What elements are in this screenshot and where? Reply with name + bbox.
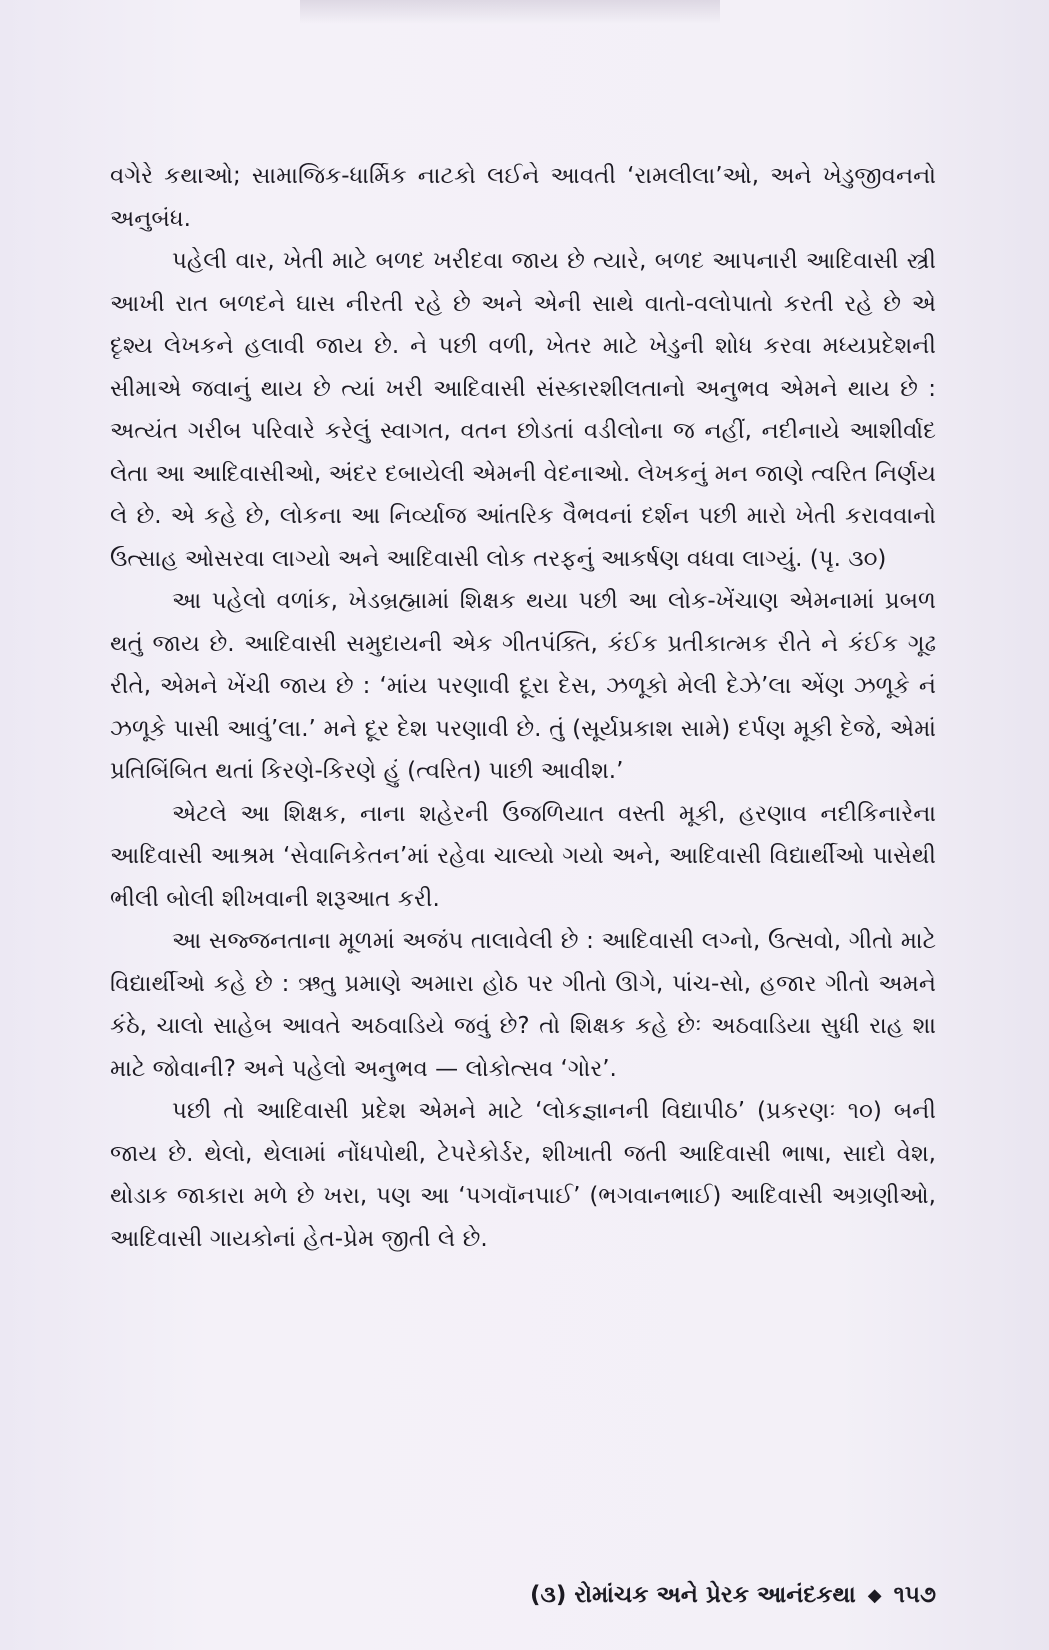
paragraph: એટલે આ શિક્ષક, નાના શહેરની ઉજળિયાત વસ્તી મૂકી, હરણાવ નદીકિનારેના આદિવાસી આશ્રમ ‘સેવાનિકેતન’માં રહેવા ચાલ્યો ગયો અને, આદિવાસી વિદ્યાર્થીઓ પાસેથી ભીલી બોલી શીખવાની શરૂઆત કરી. (110, 800, 936, 912)
paragraph: આ સજ્જનતાના મૂળમાં અજંપ તાલાવેલી છે : આદિવાસી લગ્નો, ઉત્સવો, ગીતો માટે વિદ્યાર્થીઓ કહે છે : ઋતુ પ્રમાણે અમારા હોઠ પર ગીતો ઊગે, પાંચ-સો, હજાર ગીતો અમને કંઠે, ચાલો સાહેબ આવતે અઠવાડિયે જવું છે? તો શિક્ષક કહે છેઃ અઠવાડિયા સુધી રાહ શા માટે જોવાની? અને પહેલો અનુભવ — લોકોત્સવ ‘ગોર’. (110, 928, 936, 1082)
page-body (110, 155, 936, 1260)
paragraph: પહેલી વાર, ખેતી માટે બળદ ખરીદવા જાય છે ત્યારે, બળદ આપનારી આદિવાસી સ્ત્રી આખી રાત બળદને ઘાસ નીરતી રહે છે અને એની સાથે વાતો-વલોપાતો કરતી રહે છે એ દૃશ્ય લેખકને હલાવી જાય છે. ને પછી વળી, ખેતર માટે ખેડુની શોધ કરવા મધ્યપ્રદેશની સીમાએ જવાનું થાય છે ત્યાં ખરી આદિવાસી સંસ્કારશીલતાનો અનુભવ એમને થાય છે : અત્યંત ગરીબ પરિવારે કરેલું સ્વાગત, વતન છોડતાં વડીલોના જ નહીં, નદીનાયે આશીર્વાદ લેતા આ આદિવાસીઓ, અંદર દબાયેલી એમની વેદનાઓ. લેખકનું મન જાણે ત્વરિત નિર્ણય લે છે. એ કહે છે, લોકના આ નિર્વ્યાજ આંતરિક વૈભવનાં દર્શન પછી મારો ખેતી કરાવવાનો ઉત્સાહ ઓસરવા લાગ્યો અને આદિવાસી લોક તરફનું આકર્ષણ વધવા લાગ્યું. (પૃ. ૩૦) (110, 248, 936, 572)
paragraph: આ પહેલો વળાંક, ખેડબ્રહ્મામાં શિક્ષક થયા પછી આ લોક-ખેંચાણ એમનામાં પ્રબળ થતું જાય છે. આદિવાસી સમુદાયની એક ગીતપંક્તિ, કંઈક પ્રતીકાત્મક રીતે ને કંઈક ગૂઢ રીતે, એમને ખેંચી જાય છે : ‘માંય પરણાવી દૂરા દેસ, ઝળૂકો મેલી દેઝે’લા એંણ ઝળૂકે નં ઝળૂકે પાસી આવું’લા.’ મને દૂર દેશ પરણાવી છે. તું (સૂર્યપ્રકાશ સામે) દર્પણ મૂકી દેજે, એમાં પ્રતિબિંબિત થતાં કિરણે-કિરણે હું (ત્વરિત) પાછી આવીશ.’ (110, 588, 936, 784)
page-footer (440, 1582, 936, 1608)
page-header-bleed (300, 0, 720, 24)
diamond-separator-icon: ◆ (867, 1585, 882, 1606)
paragraph: પછી તો આદિવાસી પ્રદેશ એમને માટે ‘લોકજ્ઞાનની વિદ્યાપીઠ’ (પ્રકરણઃ ૧૦) બની જાય છે. થેલો, થેલામાં નોંધપોથી, ટેપરેકોર્ડર, શીખાતી જતી આદિવાસી ભાષા, સાદો વેશ, થોડાક જાકારા મળે છે ખરા, પણ આ ‘પગવૉનપાઈ’ (ભગવાનભાઈ) આદિવાસી અગ્રણીઓ, આદિવાસી ગાયકોનાં હેત-પ્રેમ જીતી લે છે. (110, 1098, 936, 1252)
paragraph-continued: વગેરે કથાઓ; સામાજિક-ધાર્મિક નાટકો લઈને આવતી ‘રામલીલા’ઓ, અને ખેડુજીવનનો અનુબંધ. (110, 163, 936, 232)
running-footer-title: (૩) રોમાંચક અને પ્રેરક આનંદકથા (530, 1582, 856, 1608)
page-number: ૧૫૭ (893, 1582, 936, 1608)
